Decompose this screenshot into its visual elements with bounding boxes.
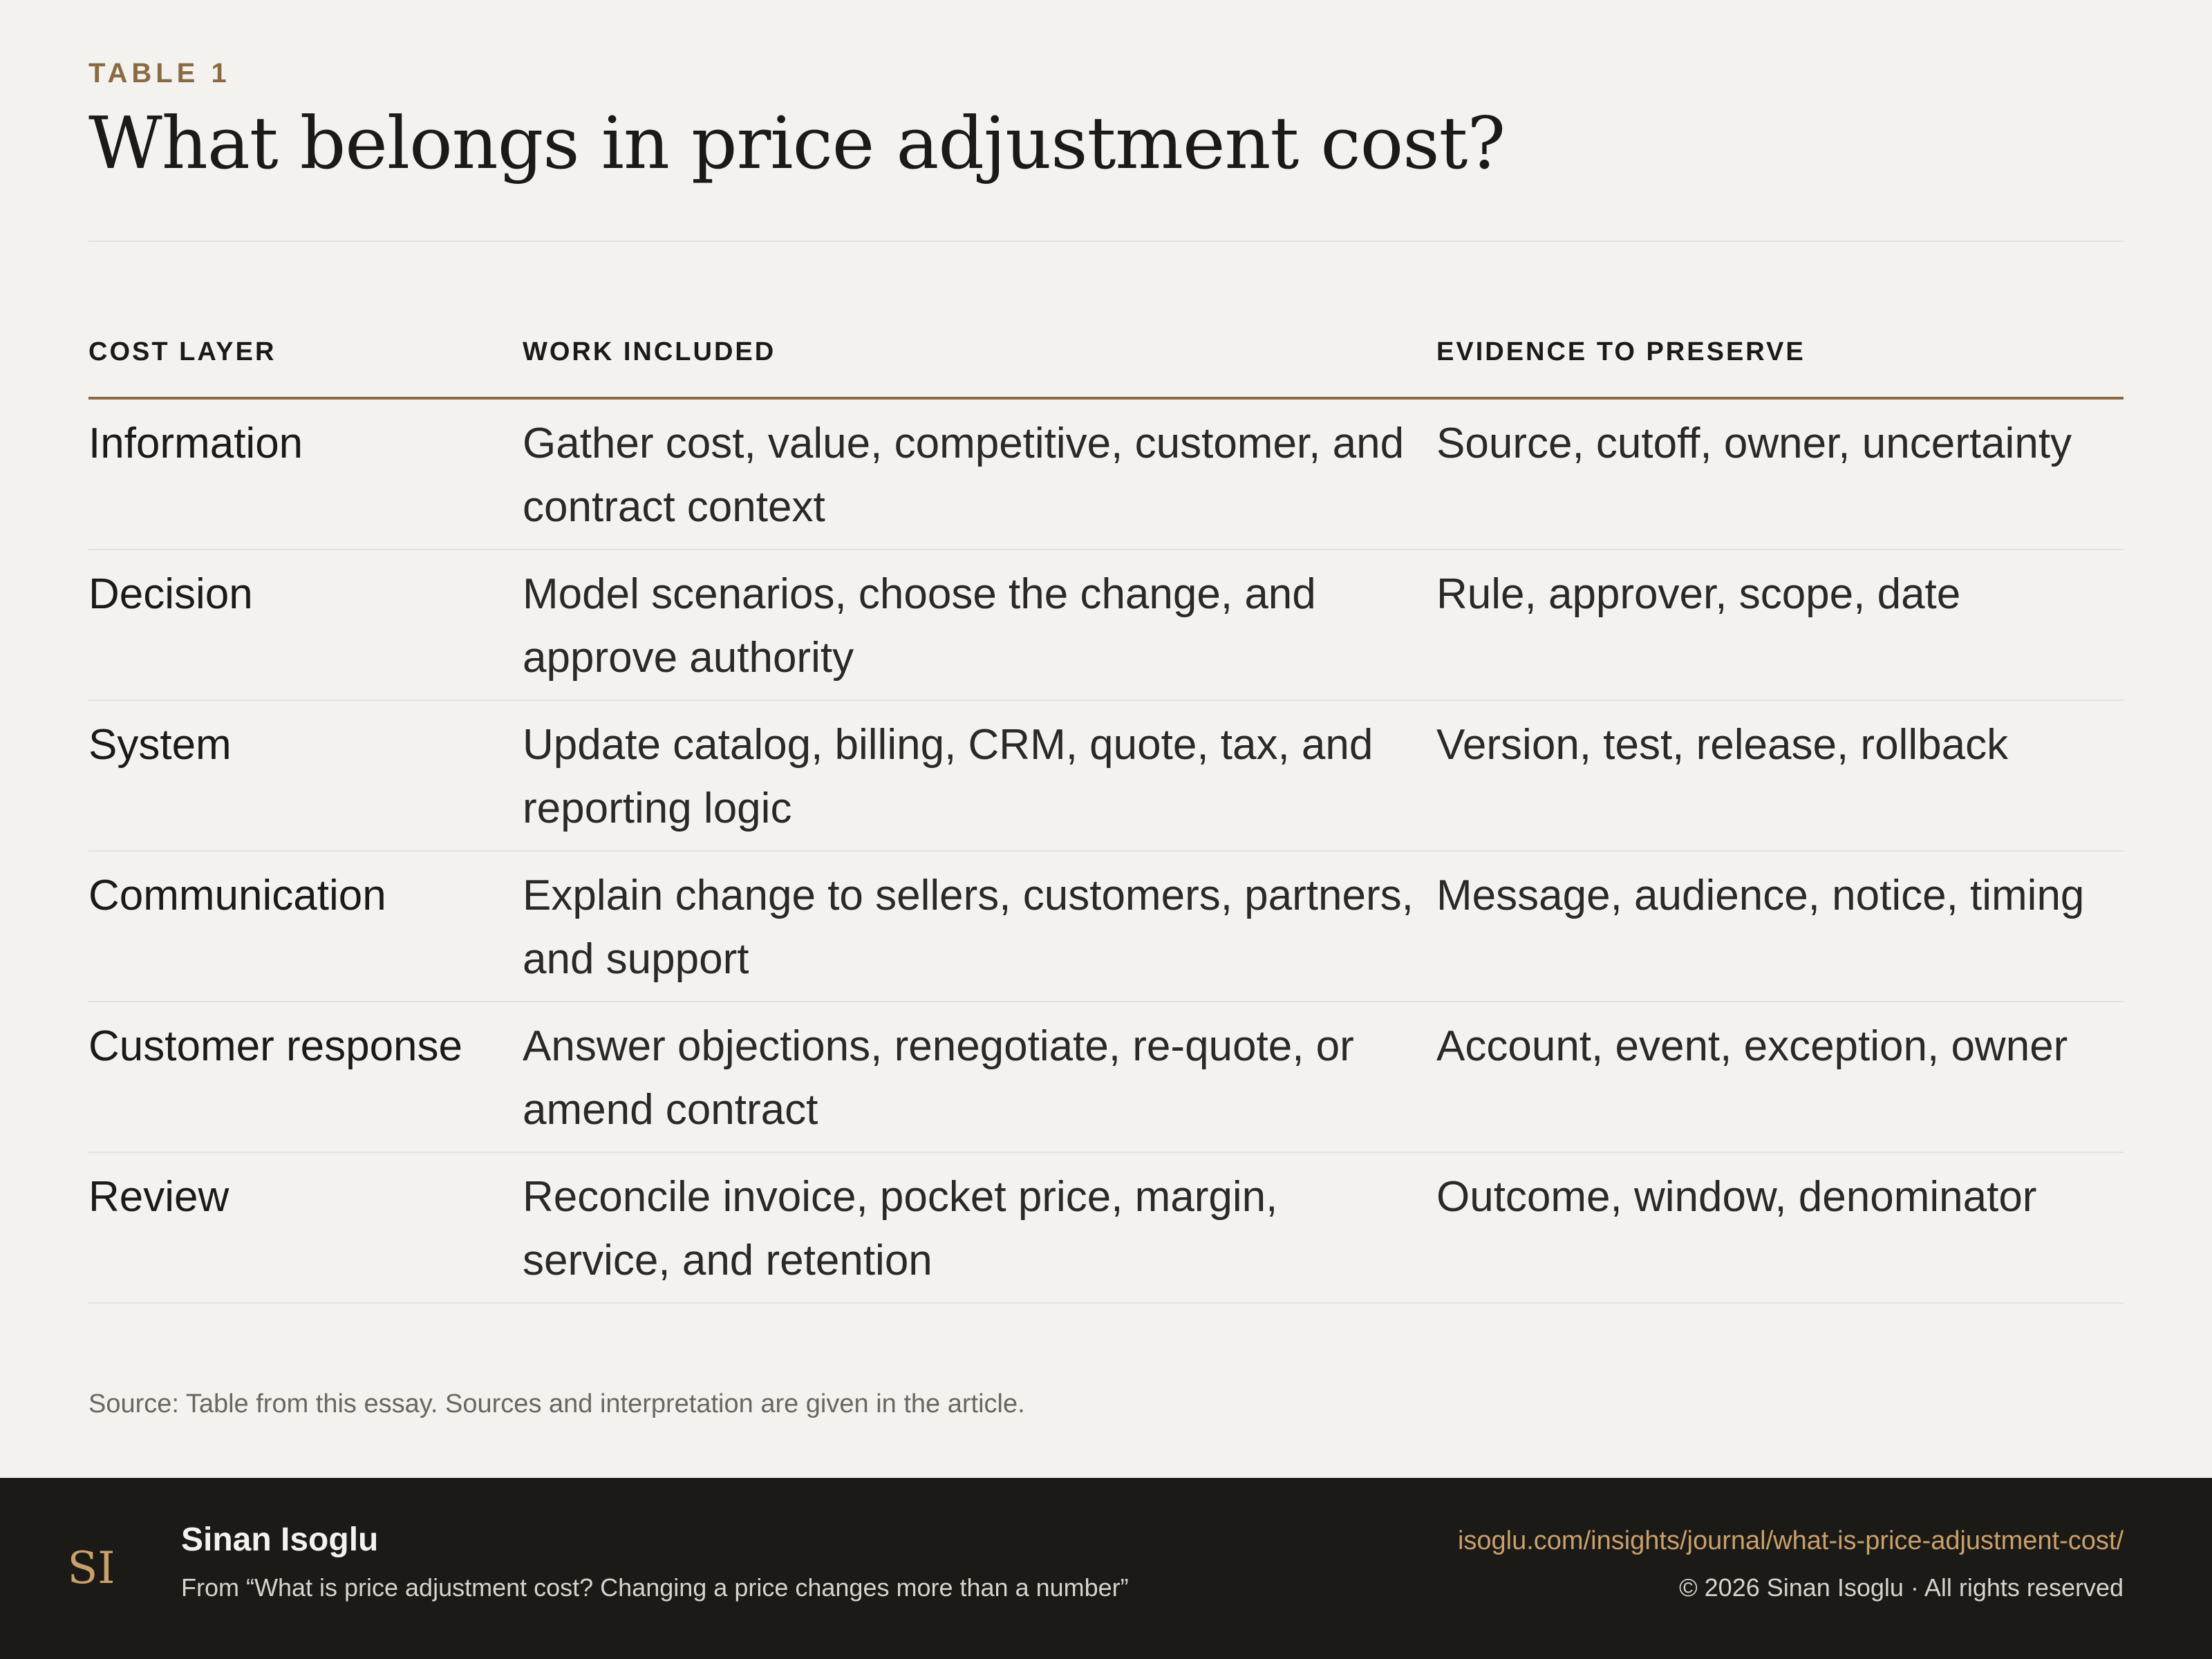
source-note: Source: Table from this essay. Sources and interpretation are given in the article. (88, 1389, 1025, 1418)
table-row (88, 1153, 2124, 1304)
monogram-logo-text: SI (67, 1543, 115, 1594)
cost-layer-cell: Customer response (88, 1022, 463, 1070)
table-row (88, 701, 2124, 852)
work-included-cell: Model scenarios, choose the change, and approve authority (523, 570, 1316, 682)
table-row (88, 852, 2124, 1002)
evidence-cell: Account, event, exception, owner (1436, 1022, 2068, 1070)
evidence-cell: Source, cutoff, owner, uncertainty (1436, 420, 2072, 467)
cost-table (88, 333, 2124, 1304)
monogram-logo-icon (64, 1540, 119, 1595)
table-row (88, 1002, 2124, 1153)
evidence-cell: Rule, approver, scope, date (1436, 570, 1961, 618)
work-included-cell: Explain change to sellers, customers, partners, and support (523, 872, 1414, 983)
cost-layer-cell: Communication (88, 872, 386, 919)
work-included-cell: Gather cost, value, competitive, customer, and contract context (523, 420, 1405, 531)
cost-layer-cell: System (88, 721, 232, 769)
work-included-cell: Reconcile invoice, pocket price, margin, service, and retention (523, 1173, 1278, 1284)
evidence-cell: Version, test, release, rollback (1436, 721, 2009, 769)
page-title: What belongs in price adjustment cost? (88, 101, 1506, 185)
column-header-work-included: WORK INCLUDED (523, 337, 776, 366)
work-included-cell: Update catalog, billing, CRM, quote, tax, and reporting logic (523, 721, 1374, 832)
cost-layer-cell: Review (88, 1173, 229, 1221)
title-divider (88, 241, 2124, 242)
table-row (88, 400, 2124, 550)
article-url-link[interactable]: isoglu.com/insights/journal/what-is-price-adjustment-cost/ (1457, 1526, 2124, 1555)
table-header (88, 333, 2124, 400)
evidence-cell: Outcome, window, denominator (1436, 1173, 2037, 1221)
cost-layer-cell: Information (88, 420, 303, 467)
work-included-cell: Answer objections, renegotiate, re-quote, or amend contract (523, 1022, 1354, 1134)
table-eyebrow: TABLE 1 (88, 58, 231, 88)
article-reference: From “What is price adjustment cost? Changing a price changes more than a number” (181, 1573, 1129, 1602)
footer (0, 1478, 2212, 1659)
copyright-notice: © 2026 Sinan Isoglu · All rights reserved (1679, 1573, 2124, 1602)
author-name: Sinan Isoglu (181, 1521, 379, 1558)
cost-layer-cell: Decision (88, 570, 253, 618)
column-header-evidence: EVIDENCE TO PRESERVE (1436, 337, 1806, 366)
evidence-cell: Message, audience, notice, timing (1436, 872, 2085, 919)
table-row (88, 550, 2124, 701)
column-header-cost-layer: COST LAYER (88, 337, 276, 366)
